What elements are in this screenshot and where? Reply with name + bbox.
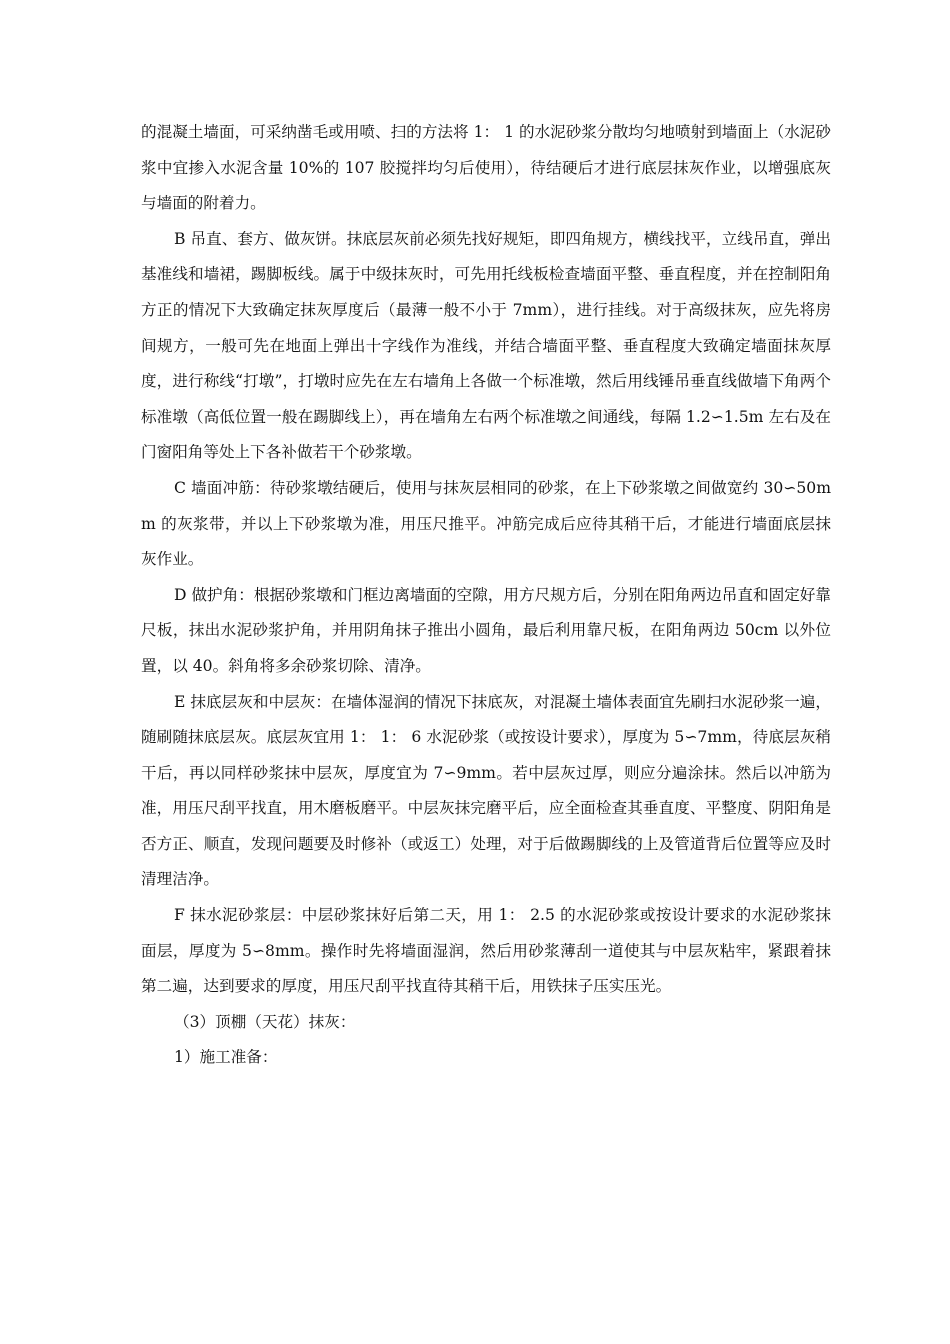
paragraph-c-wall-screed: C 墙面冲筋：待砂浆墩结硬后，使用与抹灰层相同的砂浆，在上下砂浆墩之间做宽约 30∽50mm 的灰浆带，并以上下砂浆墩为准，用压尺推平。冲筋完成后应待其稍干后，才能进行墙面底层抹灰作业。 [141,478,831,569]
section-heading-ceiling-plastering: （3）顶棚（天花）抹灰： [174,1012,356,1031]
sub-heading-construction-preparation: 1）施工准备： [174,1048,278,1067]
paragraph-b-plumb-square: B 吊直、套方、做灰饼。抹底层灰前必须先找好规矩，即四角规方，横线找平，立线吊直，弹出基准线和墙裙，踢脚板线。属于中级抹灰时，可先用托线板检查墙面平整、垂直程度，并在控制阳角方正的情况下大致确定抹灰厚度后（最薄一般不小于 7mm），进行挂线。对于高级抹灰，应先将房间规方，一般可先在地面上弹出十字线作为准线，并结合墙面平整、垂直程度大致确定墙面抹灰厚度，进行称线“打墩”，打墩时应先在左右墙角上各做一个标准墩，然后用线锤吊垂直线做墙下角两个标准墩（高低位置一般在踢脚线上），再在墙角左右两个标准墩之间通线，每隔 1.2∽1.5m 左右及在门窗阳角等处上下各补做若干个砂浆墩。 [141,229,831,462]
paragraph-intro: 的混凝土墙面，可采纳凿毛或用喷、扫的方法将 1： 1 的水泥砂浆分散均匀地喷射到墙面上（水泥砂浆中宜掺入水泥含量 10%的 107 胶搅拌均匀后使用），待结硬后才进行底层抹灰作业，以增强底灰与墙面的附着力。 [141,123,831,213]
paragraph-f-cement-mortar-coat: F 抹水泥砂浆层：中层砂浆抹好后第二天，用 1： 2.5 的水泥砂浆或按设计要求的水泥砂浆抹面层，厚度为 5∽8mm。操作时先将墙面湿润，然后用砂浆薄刮一道使其与中层灰粘牢，紧跟着抹第二遍，达到要求的厚度，用压尺刮平找直待其稍干后，用铁抹子压实压光。 [141,906,831,996]
paragraph-d-corner-guard: D 做护角：根据砂浆墩和门框边离墙面的空隙，用方尺规方后，分别在阳角两边吊直和固定好靠尺板，抹出水泥砂浆护角，并用阴角抹子推出小圆角，最后利用靠尺板，在阳角两边 50cm 以外位置，以 40。斜角将多余砂浆切除、清净。 [141,585,831,675]
document-body [141,115,831,1076]
paragraph-e-base-middle-coat: E 抹底层灰和中层灰：在墙体湿润的情况下抹底灰，对混凝土墙体表面宜先刷扫水泥砂浆一遍，随刷随抹底层灰。底层灰宜用 1： 1： 6 水泥砂浆（或按设计要求），厚度为 5∽7mm，待底层灰稍干后，再以同样砂浆抹中层灰，厚度宜为 7∽9mm。若中层灰过厚，则应分遍涂抹。然后以冲筋为准，用压尺刮平找直，用木磨板磨平。中层灰抹完磨平后，应全面检查其垂直度、平整度、阴阳角是否方正、顺直，发现问题要及时修补（或返工）处理，对于后做踢脚线的上及管道背后位置等应及时清理洁净。 [141,692,831,889]
